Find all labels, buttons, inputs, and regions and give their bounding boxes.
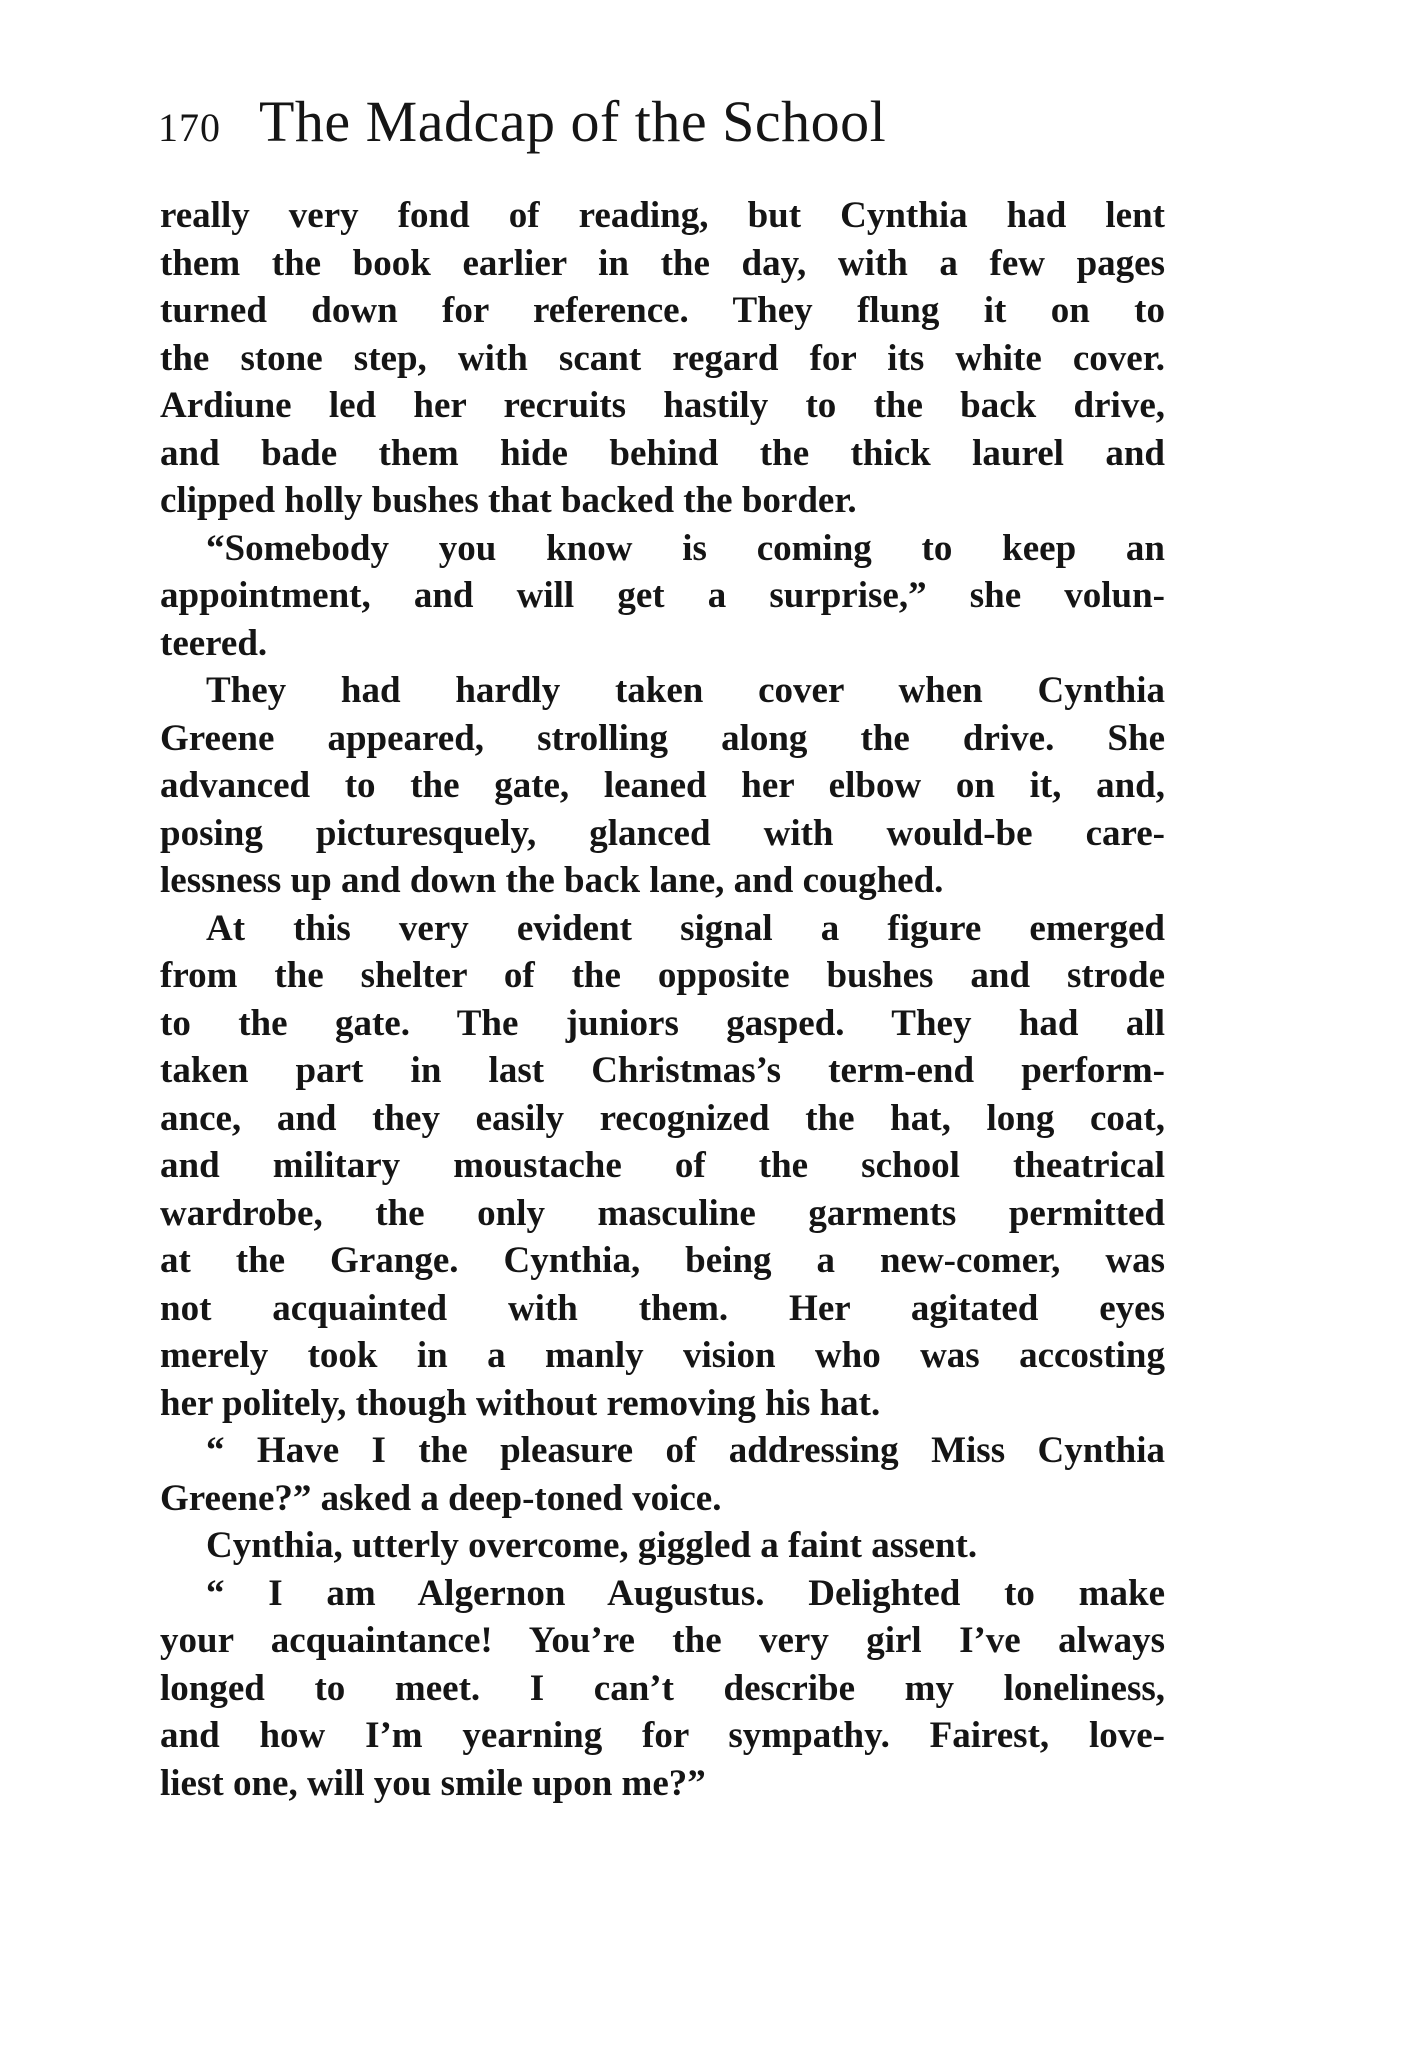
text-line: really very fond of reading, but Cynthia had lent — [160, 195, 1165, 236]
text-line: at the Grange. Cynthia, being a new-comer, was — [160, 1240, 1165, 1281]
text-line: and how I’m yearning for sympathy. Fairest, love- — [160, 1715, 1165, 1756]
running-title: The Madcap of the School — [259, 89, 887, 154]
text-line: posing picturesquely, glanced with would-be care- — [160, 812, 1165, 854]
text-line: teered. — [160, 622, 268, 664]
text-line: liest one, will you smile upon me?” — [160, 1762, 706, 1804]
text-line: longed to meet. I can’t describe my loneliness, — [160, 1667, 1165, 1709]
text-line: taken part in last Christmas’s term-end perform- — [160, 1050, 1165, 1091]
text-line: “ I am Algernon Augustus. Delighted to make — [206, 1572, 1165, 1614]
text-line: Ardiune led her recruits hastily to the back drive, — [160, 385, 1165, 426]
text-line: clipped holly bushes that backed the border. — [160, 480, 857, 521]
text-line: Greene appeared, strolling along the drive. She — [160, 717, 1165, 759]
page-number: 170 — [158, 105, 221, 150]
text-line: ance, and they easily recognized the hat, long coat, — [160, 1097, 1165, 1139]
text-line: “Somebody you know is coming to keep an — [206, 527, 1165, 569]
text-line: and bade them hide behind the thick laurel and — [160, 432, 1165, 474]
body-text — [160, 192, 1165, 1807]
text-line: They had hardly taken cover when Cynthia — [206, 670, 1165, 711]
text-line: her politely, though without removing his hat. — [160, 1382, 881, 1424]
page-header — [158, 88, 1158, 168]
text-line: lessness up and down the back lane, and coughed. — [160, 860, 944, 901]
text-line: appointment, and will get a surprise,” she volun- — [160, 575, 1165, 616]
text-line: them the book earlier in the day, with a few pages — [160, 242, 1165, 284]
text-line: to the gate. The juniors gasped. They had all — [160, 1002, 1165, 1044]
text-line: Cynthia, utterly overcome, giggled a faint assent. — [206, 1525, 978, 1566]
text-line: At this very evident signal a figure emerged — [206, 907, 1165, 949]
text-line: not acquainted with them. Her agitated eyes — [160, 1287, 1165, 1329]
text-line: “ Have I the pleasure of addressing Miss Cynthia — [206, 1430, 1165, 1471]
text-line: from the shelter of the opposite bushes and strode — [160, 955, 1165, 996]
text-line: and military moustache of the school theatrical — [160, 1145, 1165, 1186]
text-line: your acquaintance! You’re the very girl I’ve always — [160, 1620, 1165, 1661]
text-line: wardrobe, the only masculine garments permitted — [160, 1192, 1165, 1234]
text-line: merely took in a manly vision who was accosting — [160, 1335, 1165, 1376]
text-line: Greene?” asked a deep-toned voice. — [160, 1477, 722, 1519]
text-line: the stone step, with scant regard for its white cover. — [160, 337, 1165, 379]
text-line: turned down for reference. They flung it on to — [160, 290, 1165, 331]
text-line: advanced to the gate, leaned her elbow on it, and, — [160, 765, 1165, 806]
